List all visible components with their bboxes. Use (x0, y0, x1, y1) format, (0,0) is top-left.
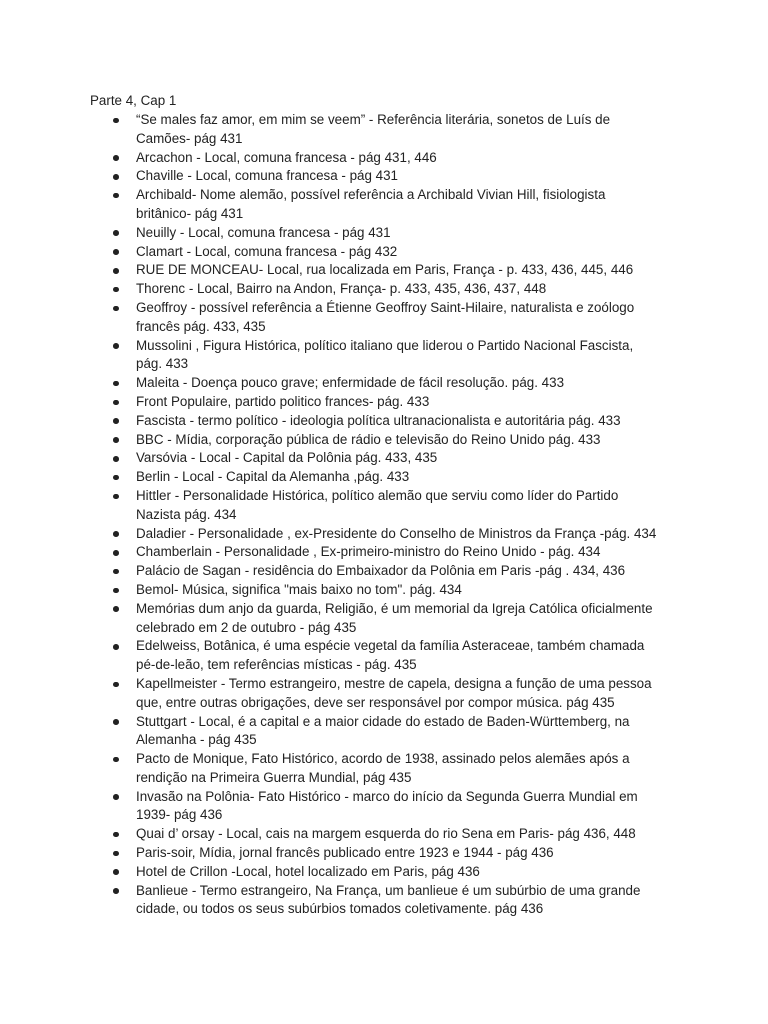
glossary-entry-line: “Se males faz amor, em mim se veem” - Referência literária, sonetos de Luís de (136, 112, 611, 127)
glossary-entry-line: Camões- pág 431 (136, 130, 243, 146)
glossary-entry (136, 393, 696, 412)
glossary-entry-line: francês pág. 433, 435 (136, 318, 266, 334)
glossary-entry-line: Banlieue - Termo estrangeiro, Na França, um banlieue é um subúrbio de uma grande (136, 882, 641, 898)
glossary-entry (136, 149, 696, 168)
glossary-entry (136, 863, 696, 882)
glossary-entry-line: britânico- pág 431 (136, 205, 244, 221)
glossary-entry-line: Fascista - termo político - ideologia política ultranacionalista e autoritária pág. 433 (136, 412, 621, 428)
glossary-entry-line: que, entre outras obrigações, deve ser responsável por compor música. pág 435 (136, 694, 615, 710)
glossary-entry (136, 581, 696, 600)
glossary-entry (136, 374, 696, 393)
glossary-entry (136, 543, 696, 562)
glossary-entry (136, 449, 696, 468)
glossary-entry-line: Chamberlain - Personalidade , Ex-primeiro-ministro do Reino Unido - pág. 434 (136, 544, 601, 560)
glossary-entry (136, 167, 696, 186)
glossary-entry-line: Bemol- Música, significa "mais baixo no tom". pág. 434 (136, 581, 462, 597)
glossary-entry-line: 1939- pág 436 (136, 807, 223, 823)
glossary-entry-line: pág. 433 (136, 356, 189, 372)
glossary-entry (136, 111, 696, 149)
glossary-entry (136, 788, 696, 826)
glossary-entry (136, 299, 696, 337)
glossary-entry (136, 844, 696, 863)
glossary-entry-line: rendição na Primeira Guerra Mundial, pág 435 (136, 769, 412, 785)
glossary-entry (136, 713, 696, 751)
glossary-entry-line: Thorenc - Local, Bairro na Andon, França- p. 433, 435, 436, 437, 448 (136, 281, 547, 297)
glossary-entry (136, 280, 696, 299)
glossary-entry (136, 675, 696, 713)
glossary-entry-line: RUE DE MONCEAU- Local, rua localizada em Paris, França - p. 433, 436, 445, 446 (136, 262, 634, 278)
glossary-entry (136, 261, 696, 280)
glossary-entry (136, 224, 696, 243)
glossary-entry-line: Maleita - Doença pouco grave; enfermidade de fácil resolução. pág. 433 (136, 375, 565, 391)
glossary-entry-line: Hotel de Crillon -Local, hotel localizado em Paris, pág 436 (136, 863, 480, 879)
glossary-entry-line: Geoffroy - possível referência a Étienne Geoffroy Saint-Hilaire, naturalista e zoólogo (136, 299, 635, 315)
glossary-entry-line: cidade, ou todos os seus subúrbios tomados coletivamente. pág 436 (136, 901, 544, 917)
glossary-entry-line: Memórias dum anjo da guarda, Religião, é um memorial da Igreja Católica oficialmente (136, 600, 653, 616)
glossary-entry-line: Invasão na Polônia- Fato Histórico - marco do início da Segunda Guerra Mundial em (136, 788, 638, 804)
glossary-entry-line: Berlin - Local - Capital da Alemanha ,pág. 433 (136, 469, 410, 485)
glossary-entry-line: Quai d’ orsay - Local, cais na margem esquerda do rio Sena em Paris- pág 436, 448 (136, 826, 636, 842)
glossary-entry-line: Hittler - Personalidade Histórica, político alemão que serviu como líder do Partido (136, 487, 619, 503)
glossary-entry-line: Clamart - Local, comuna francesa - pág 432 (136, 243, 398, 259)
glossary-entry-line: Archibald- Nome alemão, possível referência a Archibald Vivian Hill, fisiologista (136, 187, 606, 203)
glossary-entry (136, 186, 696, 224)
glossary-entry (136, 750, 696, 788)
glossary-entry-line: Front Populaire, partido politico frances- pág. 433 (136, 393, 430, 409)
glossary-entry-line: Daladier - Personalidade , ex-Presidente do Conselho de Ministros da França -pág. 434 (136, 525, 657, 541)
glossary-entry (136, 882, 696, 920)
glossary-entry (136, 243, 696, 262)
glossary-entry-line: Chaville - Local, comuna francesa - pág 431 (136, 168, 399, 184)
glossary-entry-line: Arcachon - Local, comuna francesa - pág 431, 446 (136, 149, 437, 165)
glossary-entry-line: Varsóvia - Local - Capital da Polônia pág. 433, 435 (136, 450, 438, 466)
glossary-entry (136, 637, 696, 675)
chapter-heading: Parte 4, Cap 1 (90, 93, 177, 108)
glossary-entry-line: Edelweiss, Botânica, é uma espécie vegetal da família Asteraceae, também chamada (136, 638, 645, 654)
glossary-entry-line: celebrado em 2 de outubro - pág 435 (136, 619, 357, 635)
glossary-entry-line: Pacto de Monique, Fato Histórico, acordo de 1938, assinado pelos alemães após a (136, 751, 630, 767)
glossary-entry-line: Neuilly - Local, comuna francesa - pág 431 (136, 224, 391, 240)
glossary-entry (136, 412, 696, 431)
glossary-entry (136, 431, 696, 450)
glossary-list (136, 111, 696, 919)
glossary-entry (136, 525, 696, 544)
glossary-entry (136, 600, 696, 638)
glossary-entry-line: Alemanha - pág 435 (136, 732, 257, 748)
glossary-entry (136, 337, 696, 375)
glossary-entry (136, 562, 696, 581)
glossary-entry-line: Paris-soir, Mídia, jornal francês publicado entre 1923 e 1944 - pág 436 (136, 845, 554, 861)
glossary-entry-line: pé-de-leão, tem referências místicas - pág. 435 (136, 657, 417, 673)
glossary-entry-line: Nazista pág. 434 (136, 506, 237, 522)
glossary-entry-line: BBC - Mídia, corporação pública de rádio e televisão do Reino Unido pág. 433 (136, 431, 601, 447)
glossary-entry (136, 468, 696, 487)
glossary-entry-line: Stuttgart - Local, é a capital e a maior cidade do estado de Baden-Württemberg, na (136, 713, 630, 729)
glossary-entry-line: Mussolini , Figura Histórica, político italiano que liderou o Partido Nacional Fascista, (136, 337, 634, 353)
glossary-entry (136, 825, 696, 844)
glossary-entry-line: Palácio de Sagan - residência do Embaixador da Polônia em Paris -pág . 434, 436 (136, 563, 626, 579)
glossary-entry-line: Kapellmeister - Termo estrangeiro, mestre de capela, designa a função de uma pessoa (136, 675, 652, 691)
glossary-entry (136, 487, 696, 525)
